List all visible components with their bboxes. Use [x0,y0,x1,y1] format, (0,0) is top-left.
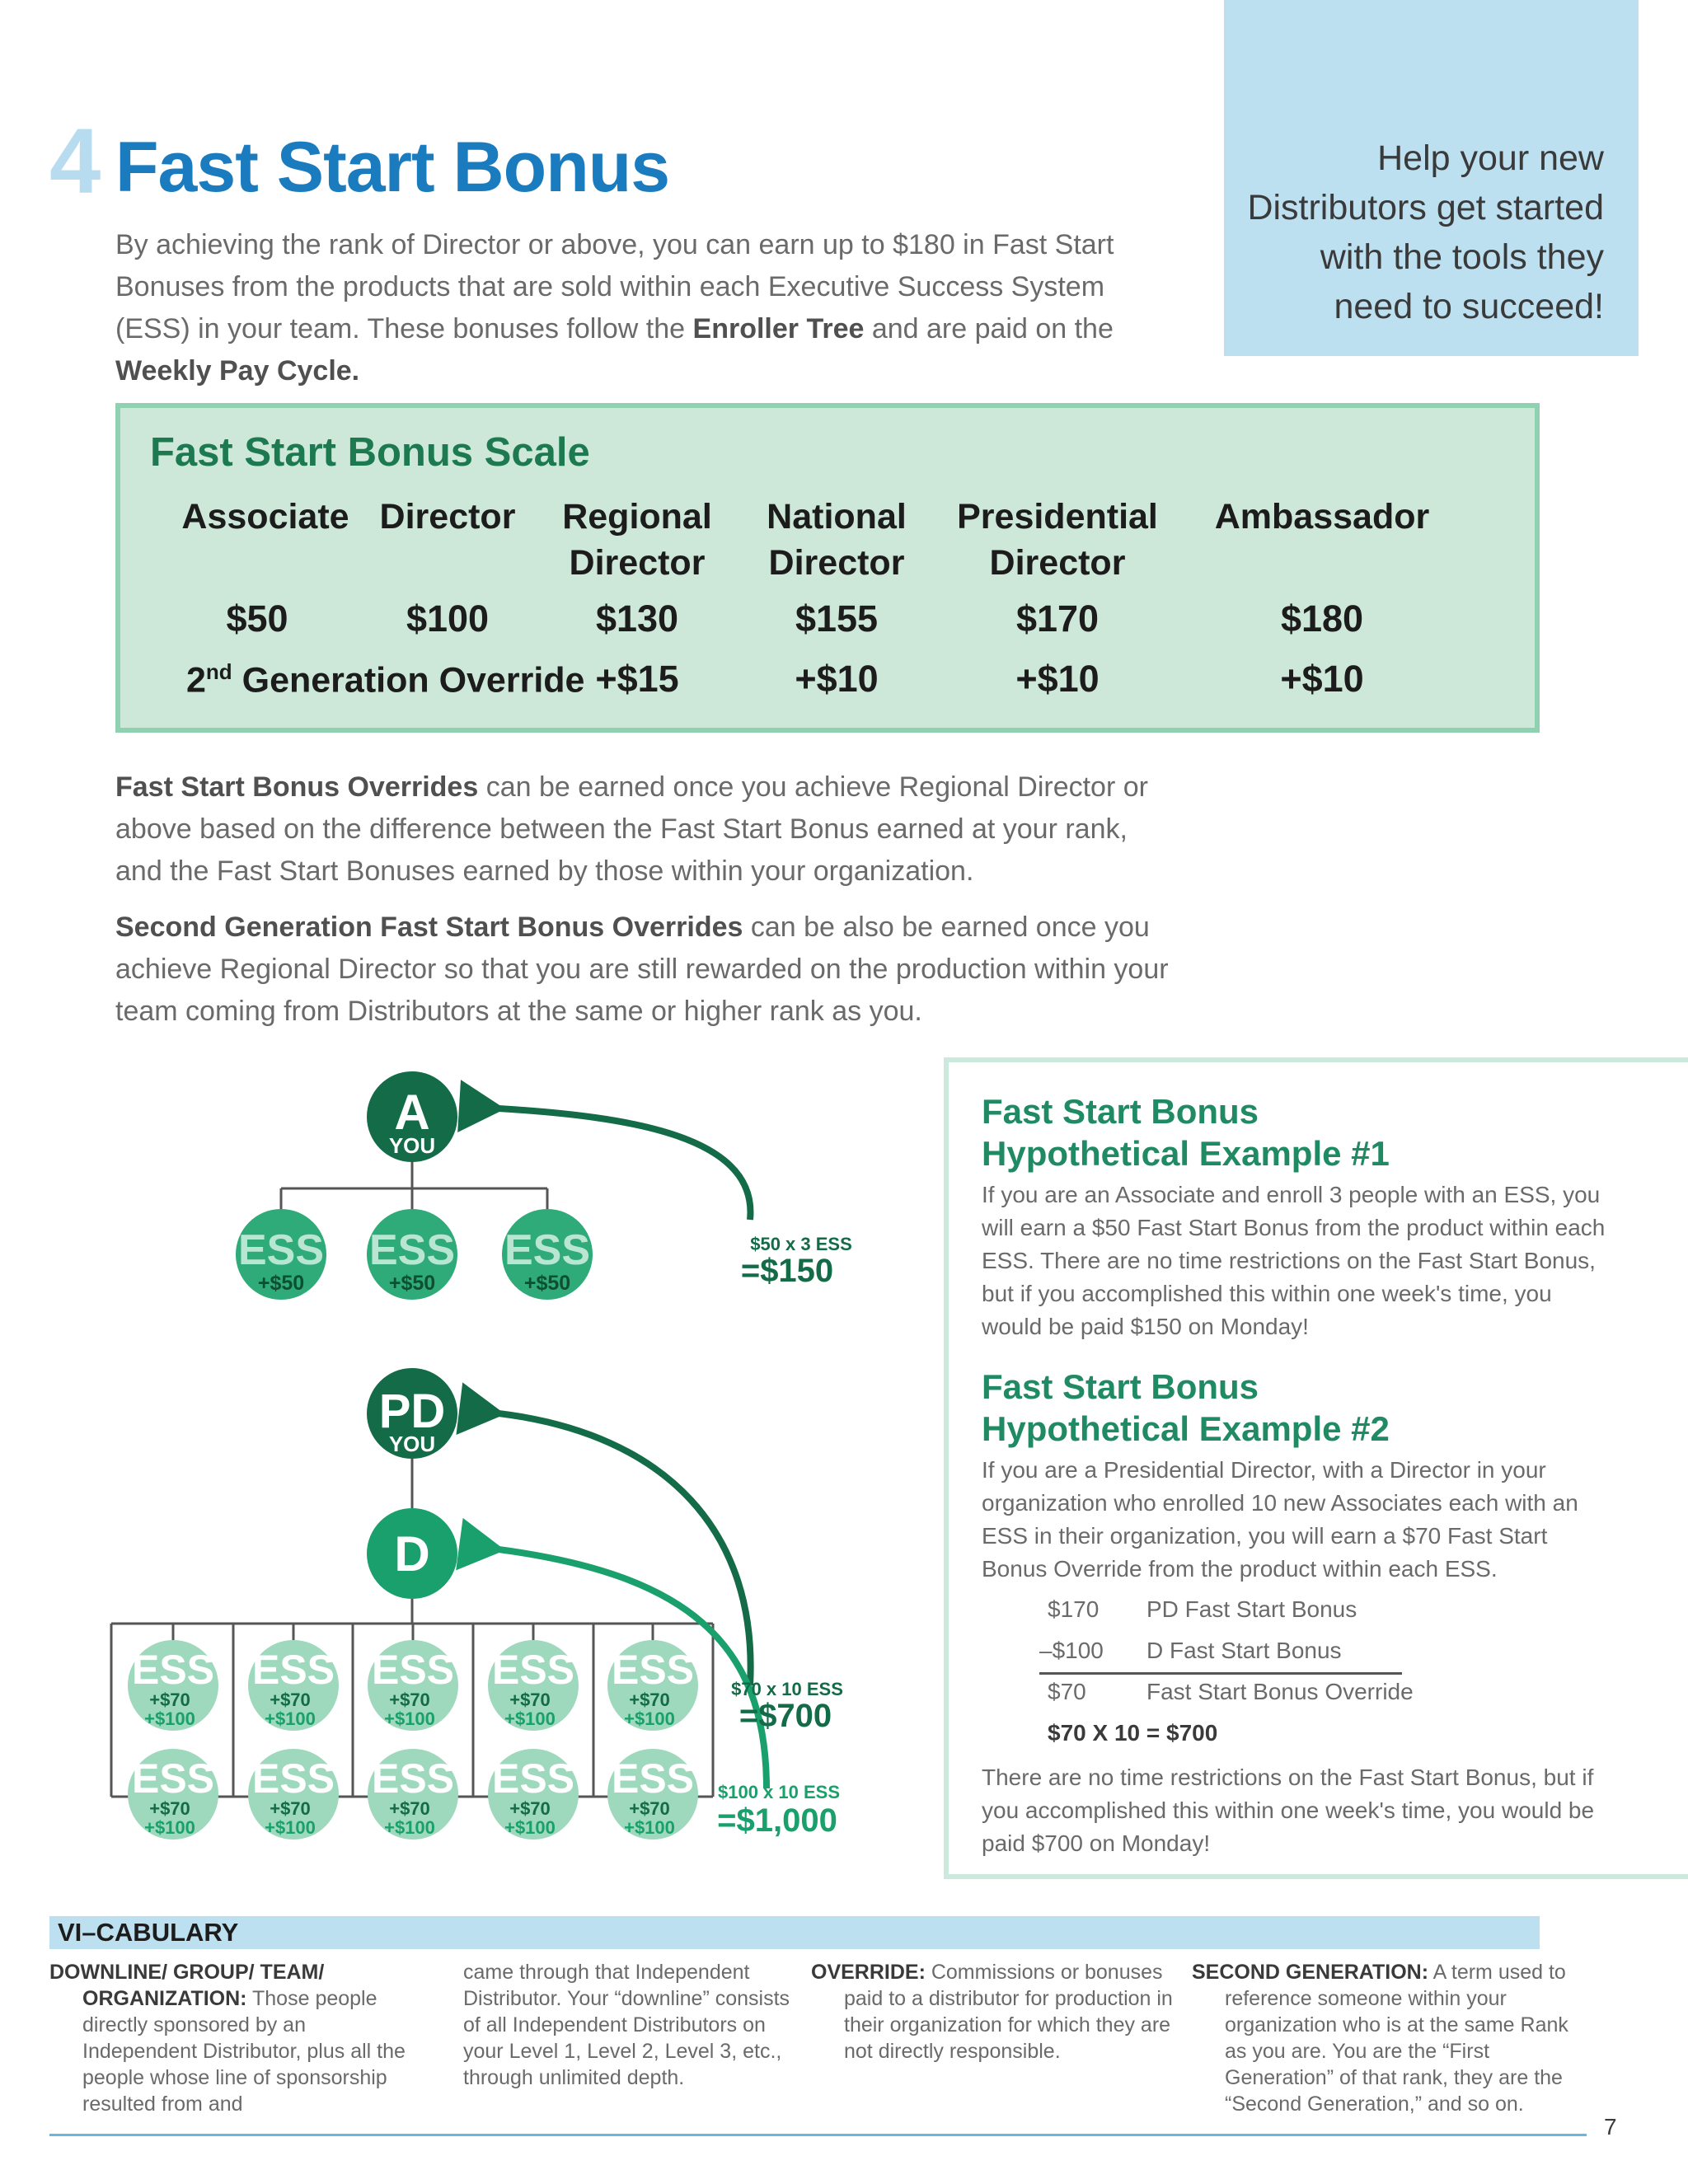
ess-bonus-70: +$70 [270,1798,311,1819]
ess-grid-item-3 [368,1640,458,1731]
ess-bonus-100: +$100 [384,1817,435,1838]
ess-bonus-100: +$100 [504,1817,556,1838]
calc-total: $70 X 10 = $700 [1048,1720,1218,1746]
ess-label: ESS [371,1647,455,1693]
ess-grid [128,1640,698,1840]
rank-national-director: National Director [767,497,907,583]
ess-bonus-100: +$100 [384,1708,435,1729]
ess-top-1 [236,1209,326,1300]
example-1-title: Fast Start Bonus Hypothetical Example #1 [982,1092,1390,1173]
calc-divider [1039,1672,1402,1675]
amount-director: $100 [406,598,490,640]
amount-associate: $50 [226,598,288,640]
amount-ambassador: $180 [1280,598,1364,640]
override-ambassador: +$10 [1280,658,1364,700]
calc-label-2: D Fast Start Bonus [1146,1638,1342,1663]
callout-text: Help your new Distributors get started with the tools they need to succeed! [1247,138,1604,326]
ess-bonus-70: +$70 [149,1798,190,1819]
ess-label: ESS [491,1647,575,1693]
ess-grid-item-6 [128,1749,218,1840]
ess-label: ESS [251,1755,335,1802]
ess-grid-item-9 [488,1749,579,1840]
example-2-closing: There are no time restrictions on the Fast Start Bonus, but if you accomplished this within one week's time, you would be paid $700 on Monday! [982,1765,1595,1856]
node-pd-label: PD [378,1385,446,1438]
overrides-paragraph: Fast Start Bonus Overrides can be earned once you achieve Regional Director or above based on the difference between the Fast Start Bonus earned at your rank, and the Fast Start Bonuses earned by those within your organization. [115,771,1148,887]
node-d [367,1508,457,1599]
rank-director: Director [379,497,516,537]
ess-label: ESS [611,1647,695,1693]
ess-label: ESS [491,1755,575,1802]
svg-text:ESS: ESS [504,1226,591,1274]
calc1-result: =$150 [740,1253,834,1289]
node-a-label: A [394,1085,430,1140]
rank-regional-director: Regional Director [562,497,712,583]
calc3-top: $100 x 10 ESS [717,1782,841,1802]
vocab-downline-continued: came through that Independent Distributor. Your “downline” consists of all Independent Distributors on your Level 1, Level 2, Level 3, etc., through unlimited depth. [463,1961,790,2089]
ess-bonus-70: +$70 [149,1690,190,1710]
ess-grid-item-10 [607,1749,698,1840]
ess-top-3 [502,1209,593,1300]
node-pd-you: YOU [388,1432,436,1456]
ess-bonus-70: +$70 [509,1798,551,1819]
example-1-text: If you are an Associate and enroll 3 people with an ESS, you will earn a $50 Fast Start Bonus from the product within each ESS. There are no time restrictions on the Fast Start Bonus, but if you accomplished this within one week's time, you would be paid $150 on Monday! [982,1182,1606,1339]
node-a-you: YOU [388,1133,436,1158]
ess-label: ESS [131,1647,215,1693]
ess-bonus-70: +$70 [629,1798,670,1819]
override-label: 2nd Generation Override [186,659,585,701]
ess-top-2 [367,1209,457,1300]
intro-bold-2: Weekly Pay Cycle. [115,355,360,387]
vocab-second-generation: SECOND GENERATION: A term used to reference someone within your organization who is at the same Rank as you are. You are the “First Generation” of that rank, they are the “Second Generation,” and so on. [1192,1961,1568,2116]
svg-text:+$50: +$50 [388,1272,436,1295]
override-regional-director: +$15 [595,658,679,700]
intro-paragraph [115,224,1187,392]
amount-national-director: $155 [795,598,879,640]
ess-label: ESS [611,1755,695,1802]
ess-bonus-100: +$100 [265,1708,316,1729]
calc3-result: =$1,000 [717,1802,837,1839]
svg-text:+$50: +$50 [257,1272,305,1295]
ess-bonus-100: +$100 [624,1708,675,1729]
rank-ambassador: Ambassador [1214,497,1430,537]
amount-regional-director: $130 [595,598,679,640]
node-d-label: D [394,1526,430,1582]
ess-grid-item-5 [607,1640,698,1731]
ess-grid-item-2 [248,1640,339,1731]
ess-bonus-70: +$70 [389,1798,430,1819]
ess-grid-item-8 [368,1749,458,1840]
footer-rule [49,2134,1587,2136]
rank-associate: Associate [181,497,349,537]
ess-bonus-70: +$70 [509,1690,551,1710]
ess-bonus-100: +$100 [144,1817,195,1838]
ess-bonus-70: +$70 [389,1690,430,1710]
second-generation-paragraph: Second Generation Fast Start Bonus Overrides can be also be earned once you achieve Regional Director so that you are still rewarded on the production within your team coming from Distributors at the same or higher rank as you. [115,912,1169,1027]
intro-bold-1: Enroller Tree [692,313,865,344]
ess-bonus-100: +$100 [504,1708,556,1729]
example-2-title: Fast Start Bonus Hypothetical Example #2 [982,1367,1390,1448]
svg-text:+$50: +$50 [523,1272,571,1295]
ess-bonus-100: +$100 [624,1817,675,1838]
bonus-scale-box [115,403,1540,733]
calc-label-1: PD Fast Start Bonus [1146,1596,1357,1622]
ess-grid-item-4 [488,1640,579,1731]
ess-bonus-70: +$70 [270,1690,311,1710]
calc2-result: =$700 [738,1698,832,1734]
rank-presidential-director: Presidential Director [957,497,1158,583]
intro-text-1: By achieving the rank of Director or above, you can earn up to $180 in Fast Start Bonuses from the products that are sold within each Executive Success System (ESS) in your team. These bonuses follow the [115,229,1114,344]
calc1-top: $50 x 3 ESS [750,1234,852,1254]
vocab-downline: DOWNLINE/ GROUP/ TEAM/ ORGANIZATION: Those people directly sponsored by an Independent Distributor, plus all the people whose line of sponsorship resulted from and [49,1961,406,2116]
svg-text:ESS: ESS [237,1226,325,1274]
override-national-director: +$10 [795,658,879,700]
vocabulary-title: VI–CABULARY [58,1918,239,1947]
override-presidential-director: +$10 [1015,658,1100,700]
calc-label-3: Fast Start Bonus Override [1146,1679,1414,1704]
vocab-override: OVERRIDE: Commissions or bonuses paid to a distributor for production in their organization for which they are not directly responsible. [811,1961,1173,2063]
callout-box [1224,0,1639,356]
calc2-top: $70 x 10 ESS [731,1679,843,1699]
ess-bonus-100: +$100 [144,1708,195,1729]
intro-text-2: and are paid on the [864,313,1114,344]
ess-bonus-100: +$100 [265,1817,316,1838]
example-2-text: If you are a Presidential Director, with a Director in your organization who enrolled 10 new Associates each with an ESS in their organization, you will earn a $70 Fast Start Bonus Override from the product within each ESS. [982,1457,1578,1582]
ess-grid-item-1 [128,1640,218,1731]
ess-bonus-70: +$70 [629,1690,670,1710]
svg-text:ESS: ESS [368,1226,456,1274]
ess-label: ESS [131,1755,215,1802]
ess-label: ESS [251,1647,335,1693]
examples-box [944,1057,1688,1879]
section-number: 4 [49,110,101,213]
amount-presidential-director: $170 [1015,598,1100,640]
ess-label: ESS [371,1755,455,1802]
scale-title: Fast Start Bonus Scale [150,430,590,475]
vocabulary-bar [49,1916,1540,1949]
ess-grid-item-7 [248,1749,339,1840]
arrow-example-1 [499,1108,750,1220]
page-number: 7 [1604,2114,1617,2139]
node-a [367,1071,457,1162]
calc-amount-2: –$100 [1039,1638,1104,1663]
tree-connectors-top [281,1154,547,1212]
calc-amount-1: $170 [1048,1596,1100,1622]
bonus-tree-diagram [107,1071,931,1863]
node-pd [367,1368,457,1459]
calc-amount-3: $70 [1048,1679,1086,1704]
page-title: Fast Start Bonus [115,128,670,207]
